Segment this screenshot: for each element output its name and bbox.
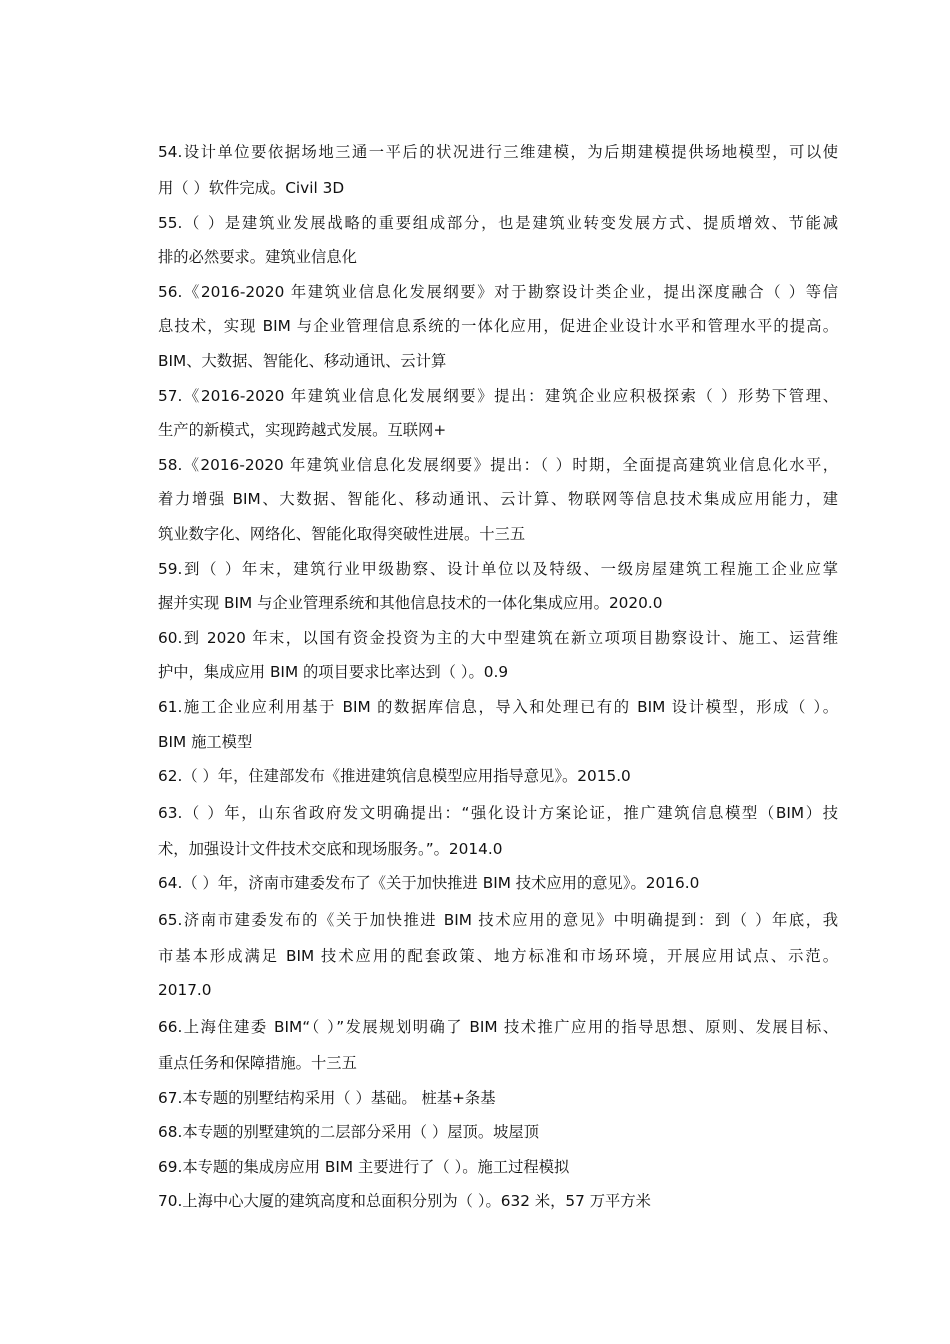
- text-line: 66.上海住建委 BIM“（ ）”发展规划明确了 BIM 技术推广应用的指导思想、原则、发展目标、: [158, 1018, 838, 1037]
- text-line: 55.（ ）是建筑业发展战略的重要组成部分，也是建筑业转变发展方式、提质增效、节能减: [158, 213, 838, 232]
- text-line: 68.本专题的别墅建筑的二层部分采用（ ）屋顶。坡屋顶: [158, 1123, 540, 1142]
- text-line: 70.上海中心大厦的建筑高度和总面积分别为（ ）。632 米，57 万平方米: [158, 1192, 651, 1211]
- text-line: 用（ ）软件完成。Civil 3D: [158, 179, 345, 197]
- text-line: 69.本专题的集成房应用 BIM 主要进行了（ ）。施工过程模拟: [158, 1157, 570, 1176]
- text-line: 63.（ ）年，山东省政府发文明确提出：“强化设计方案论证，推广建筑信息模型（BIM）技: [158, 803, 838, 822]
- text-line: 59.到（ ）年末，建筑行业甲级勘察、设计单位以及特级、一级房屋建筑工程施工企业应掌: [158, 559, 838, 578]
- text-line: 生产的新模式，实现跨越式发展。互联网+: [158, 421, 447, 440]
- text-line: 56.《2016-2020 年建筑业信息化发展纲要》对于勘察设计类企业，提出深度融合（ ）等信: [158, 282, 838, 301]
- text-line: 54.设计单位要依据场地三通一平后的状况进行三维建模，为后期建模提供场地模型，可以使: [158, 143, 838, 161]
- text-line: BIM、大数据、智能化、移动通讯、云计算: [158, 351, 447, 370]
- text-line: BIM 施工模型: [158, 732, 253, 751]
- text-line: 筑业数字化、网络化、智能化取得突破性进展。十三五: [158, 524, 526, 543]
- text-line: 61.施工企业应利用基于 BIM 的数据库信息，导入和处理已有的 BIM 设计模型，形成（ ）。: [158, 697, 838, 716]
- text-line: 2017.0: [158, 981, 212, 1000]
- text-line: 60.到 2020 年末，以国有资金投资为主的大中型建筑在新立项项目勘察设计、施工、运营维: [158, 628, 838, 647]
- text-line: 62.（ ）年，住建部发布《推进建筑信息模型应用指导意见》。2015.0: [158, 767, 631, 786]
- text-line: 术，加强设计文件技术交底和现场服务。”。2014.0: [158, 839, 503, 858]
- text-line: 着力增强 BIM、大数据、智能化、移动通讯、云计算、物联网等信息技术集成应用能力，建: [158, 490, 838, 509]
- document-body: [158, 133, 838, 1219]
- text-line: 息技术，实现 BIM 与企业管理信息系统的一体化应用，促进企业设计水平和管理水平的提高。: [158, 317, 838, 336]
- text-line: 握并实现 BIM 与企业管理系统和其他信息技术的一体化集成应用。2020.0: [158, 594, 663, 613]
- text-line: 65.济南市建委发布的《关于加快推进 BIM 技术应用的意见》中明确提到：到（ ）年底，我: [158, 910, 838, 929]
- text-line: 58.《2016-2020 年建筑业信息化发展纲要》提出：（ ）时期，全面提高建筑业信息化水平，: [158, 455, 838, 474]
- text-line: 排的必然要求。建筑业信息化: [158, 248, 357, 267]
- text-line: 67.本专题的别墅结构采用（ ）基础。 桩基+条基: [158, 1088, 496, 1107]
- text-line: 护中，集成应用 BIM 的项目要求比率达到（ ）。0.9: [158, 663, 509, 682]
- text-line: 57.《2016-2020 年建筑业信息化发展纲要》提出：建筑企业应积极探索（ ）形势下管理、: [158, 386, 838, 405]
- text-line: 重点任务和保障措施。十三五: [158, 1054, 357, 1073]
- text-line: 64.（ ）年，济南市建委发布了《关于加快推进 BIM 技术应用的意见》。2016.0: [158, 874, 700, 893]
- text-line: 市基本形成满足 BIM 技术应用的配套政策、地方标准和市场环境，开展应用试点、示范。: [158, 946, 838, 965]
